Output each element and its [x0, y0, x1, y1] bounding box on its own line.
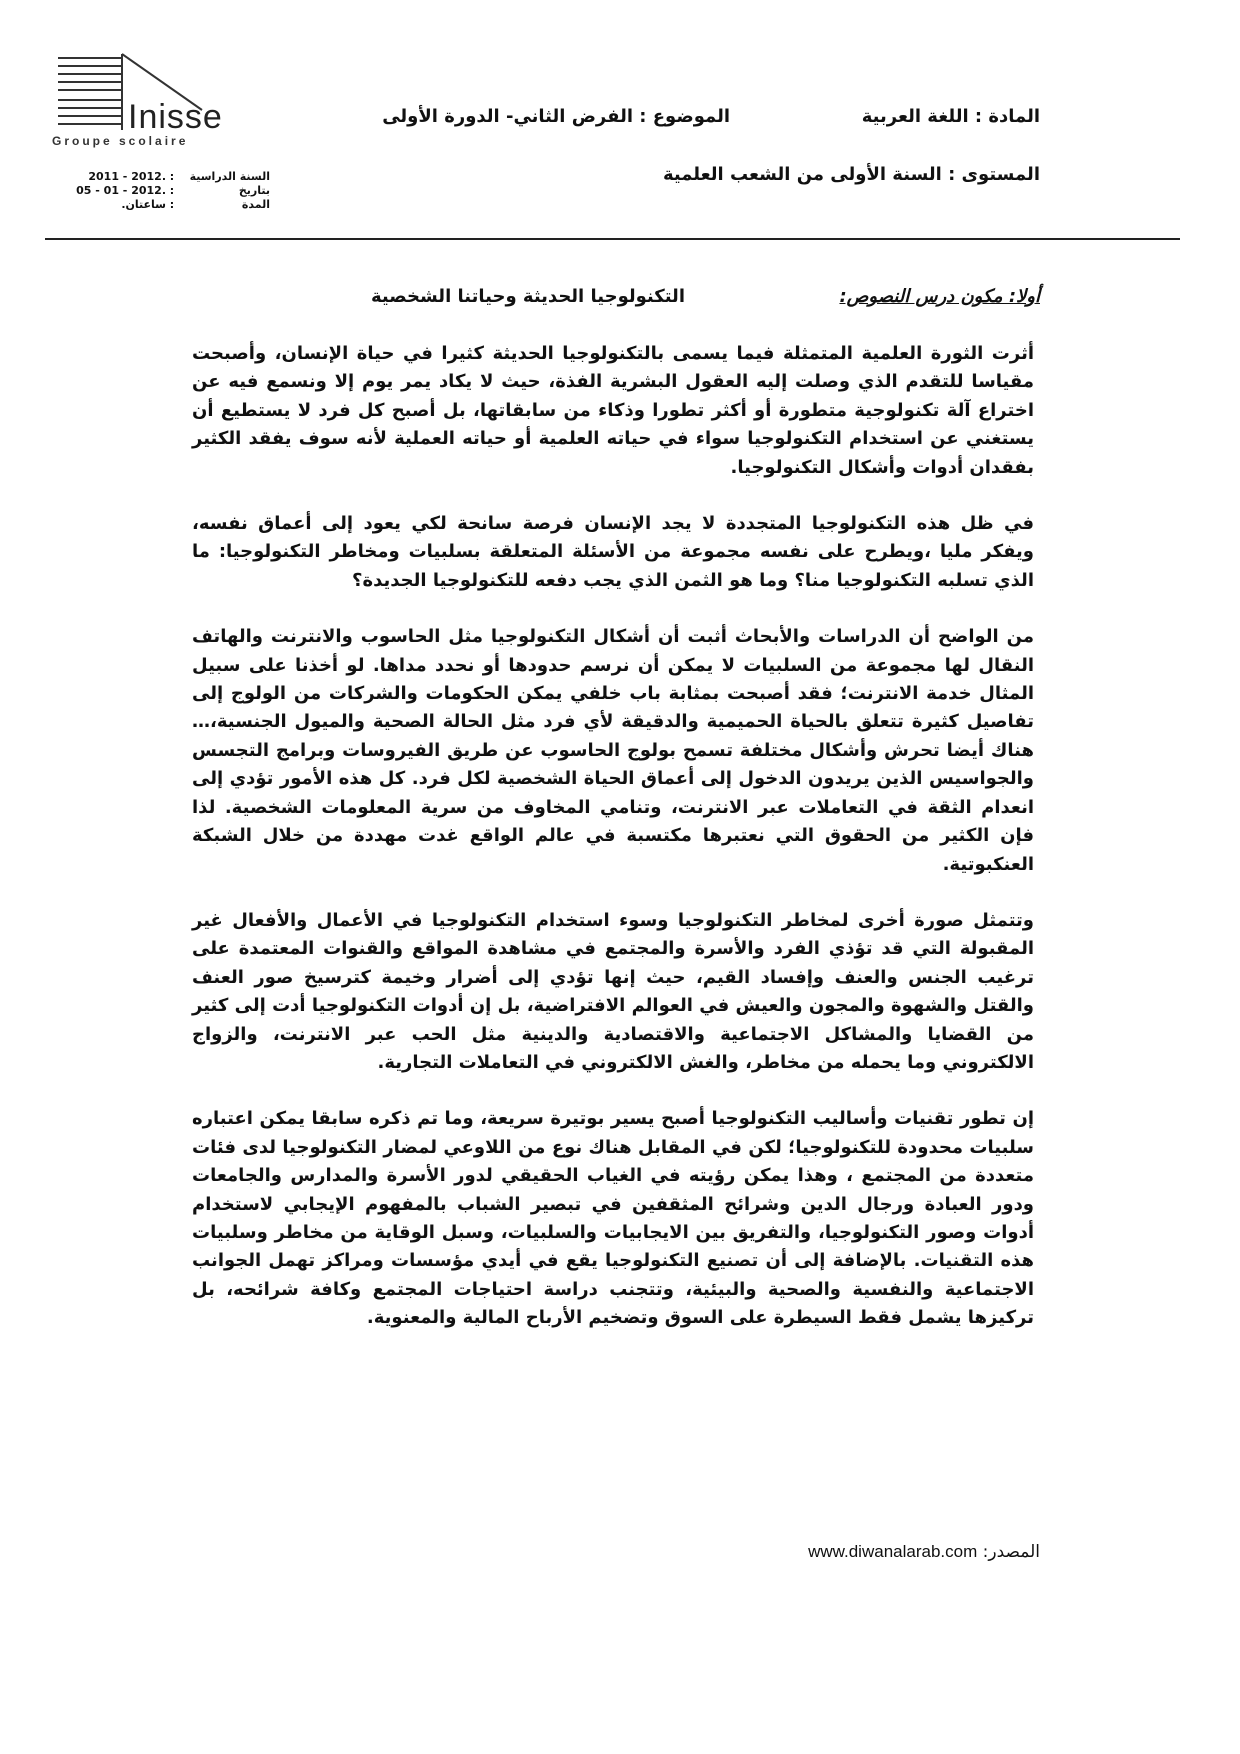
meta-date-value: 05 - 01 - 2012.: [76, 184, 166, 197]
meta-date-label: بتاريخ: [238, 184, 270, 197]
level: المستوى : السنة الأولى من الشعب العلمية: [662, 164, 1040, 185]
meta-duration-label: المدة: [241, 198, 270, 211]
meta-year-label: السنة الدراسية: [189, 170, 270, 183]
meta-duration: المدة : ساعتان.: [58, 198, 270, 212]
meta-year: السنة الدراسية : 2011 - 2012.: [58, 170, 270, 184]
logo-subtitle: Groupe scolaire: [52, 134, 189, 148]
school-logo: [52, 50, 242, 146]
paragraph: من الواضح أن الدراسات والأبحاث أثبت أن أشكال التكنولوجيا مثل الحاسوب والانترنت والهاتف النقال لها مجموعة من السلبيات لا يمكن أن نرسم حدودها أو نحدد مداها. لو أخذنا على سبيل المثال خدمة الانترنت؛ فقد أصبحت بمثابة باب خلفي يمكن الحكومات والشركات من الولوج إلى تفاصيل كثيرة تتعلق بالحياة الحميمية والدقيقة لأي فرد مثل الحالة الصحية والميول الجنسية،… هناك أيضا تحرش وأشكال مختلفة تسمح بولوج الحاسوب عن طريق الفيروسات وبرامج التجسس والجواسيس الذين يريدون الدخول إلى أعماق الحياة الشخصية لكل فرد. كل هذه الأمور تؤدي إلى انعدام الثقة في التعاملات عبر الانترنت، وتنامي المخاوف من سرية المعلومات الشخصية. لذا فإن الكثير من الحقوق التي نعتبرها مكتسبة في عالم الواقع غدت مهددة من خلال الشبكة العنكبوتية.: [192, 626, 1034, 875]
meta-year-value: 2011 - 2012.: [88, 170, 166, 183]
exam-meta: [58, 170, 270, 212]
text-title: التكنولوجيا الحديثة وحياتنا الشخصية: [371, 286, 685, 307]
paragraph: أثرت الثورة العلمية المتمثلة فيما يسمى بالتكنولوجيا الحديثة كثيرا في حياة الإنسان، وأصبحت مقياسا للتقدم الذي وصلت إليه العقول البشرية الفذة، حيث لا يكاد يمر يوم إلا ونسمع فيه عن اختراع آلة تكنولوجية متطورة أو أكثر تطورا وذكاء من سابقاتها، بل أصبح كل فرد لا يستطيع أن يستغني عن استخدام التكنولوجيا سواء في حياته العلمية أو حياته العملية لأنه سوف يفقد الكثير بفقدان أدوات وأشكال التكنولوجيا.: [192, 343, 1034, 478]
source-line: [808, 1542, 1040, 1562]
meta-duration-value: ساعتان.: [121, 198, 166, 211]
meta-date: بتاريخ : 05 - 01 - 2012.: [58, 184, 270, 198]
section-label: أولا: مكون درس النصوص:: [839, 286, 1040, 307]
paragraph: في ظل هذه التكنولوجيا المتجددة لا يجد الإنسان فرصة سانحة لكي يعود إلى أعماق نفسه، ويفكر مليا ،ويطرح على نفسه مجموعة من الأسئلة المتعلقة بسلبيات ومخاطر التكنولوجيا: ما الذي تسلبه التكنولوجيا منا؟ وما هو الثمن الذي يجب دفعه للتكنولوجيا الجديدة؟: [192, 513, 1034, 591]
source-url: www.diwanalarab.com: [808, 1542, 978, 1561]
header-divider: [45, 238, 1180, 240]
paragraph: إن تطور تقنيات وأساليب التكنولوجيا أصبح يسير بوتيرة سريعة، وما تم ذكره سابقا يمكن اعتباره سلبيات محدودة للتكنولوجيا؛ لكن في المقابل هناك نوع من اللاوعي لمضار التكنولوجيا لدى فئات متعددة من المجتمع ، وهذا يمكن رؤيته في الغياب الحقيقي لدور الأسرة والمدارس والجامعات ودور العبادة ورجال الدين وشرائح المثقفين في تبصير الشباب بالمفهوم الإيجابي لاستخدام أدوات وصور التكنولوجيا، والتفريق بين الايجابيات والسلبيات، وسبل الوقاية من مخاطر وسلبيات هذه التقنيات. بالإضافة إلى أن تصنيع التكنولوجيا يقع في أيدي مؤسسات ومراكز تهمل الجوانب الاجتماعية والنفسية والصحية والبيئية، وتتجنب دراسة احتياجات المجتمع وكافة شرائحه، بل تركيزها يشمل فقط السيطرة على السوق وتضخيم الأرباح المالية والمعنوية.: [192, 1108, 1034, 1329]
text-body: [192, 340, 1034, 1361]
logo-name: Inisse: [128, 98, 223, 136]
paragraph: وتتمثل صورة أخرى لمخاطر التكنولوجيا وسوء استخدام التكنولوجيا في الأعمال والأفعال غير المقبولة التي قد تؤذي الفرد والأسرة والمجتمع في مشاهدة المواقع والقنوات المعتمدة على ترغيب الجنس والعنف وإفساد القيم، حيث إنها تؤدي إلى أضرار وخيمة كترسيخ صور العنف والقتل والشهوة والمجون والعيش في العوالم الافتراضية، بل إن أدوات التكنولوجيا أدت إلى كثير من القضايا والمشاكل الاجتماعية والاقتصادية والدينية مثل الحب عبر الانترنت، والزواج الالكتروني وما يحمله من مخاطر، والغش الالكتروني في التعاملات التجارية.: [192, 909, 1034, 1073]
topic: الموضوع : الفرض الثاني- الدورة الأولى: [382, 106, 730, 127]
subject: المادة : اللغة العربية: [861, 106, 1040, 127]
source-label: المصدر:: [982, 1542, 1040, 1562]
